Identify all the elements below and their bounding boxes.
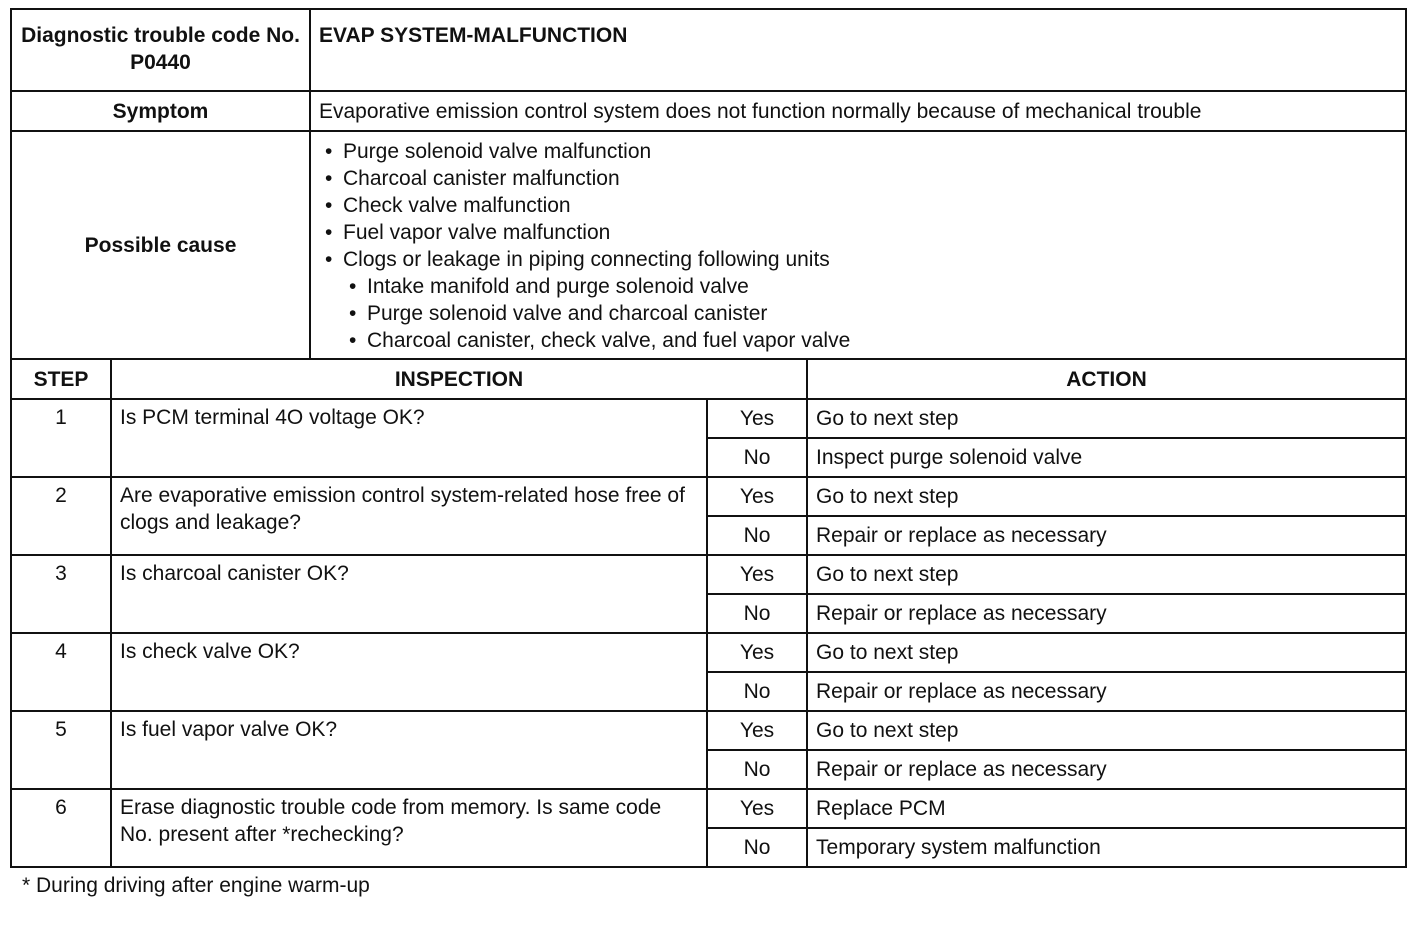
yes-label: Yes — [707, 711, 807, 750]
table-row — [11, 555, 1406, 594]
sub-cause-item: • Intake manifold and purge solenoid valve — [319, 273, 1397, 300]
no-label: No — [707, 672, 807, 711]
action-column-header: ACTION — [807, 359, 1406, 399]
cause-item: • Check valve malfunction — [319, 192, 1397, 219]
header-table — [10, 8, 1407, 360]
no-label: No — [707, 594, 807, 633]
no-action: Repair or replace as necessary — [807, 750, 1406, 789]
inspection-text: Are evaporative emission control system-related hose free of clogs and leakage? — [111, 477, 707, 555]
step-number: 5 — [11, 711, 111, 789]
yes-label: Yes — [707, 789, 807, 828]
no-action: Repair or replace as necessary — [807, 516, 1406, 555]
yes-label: Yes — [707, 477, 807, 516]
cause-item: • Fuel vapor valve malfunction — [319, 219, 1397, 246]
code-label: Diagnostic trouble code No. P0440 — [11, 9, 310, 91]
cause-item: • Charcoal canister malfunction — [319, 165, 1397, 192]
table-row — [11, 633, 1406, 672]
table-row — [11, 711, 1406, 750]
sub-cause-item: • Charcoal canister, check valve, and fuel vapor valve — [319, 327, 1397, 354]
no-action: Temporary system malfunction — [807, 828, 1406, 867]
yes-action: Go to next step — [807, 399, 1406, 438]
inspection-text: Is PCM terminal 4O voltage OK? — [111, 399, 707, 477]
inspection-text: Is charcoal canister OK? — [111, 555, 707, 633]
table-row — [11, 789, 1406, 828]
step-number: 2 — [11, 477, 111, 555]
inspection-text: Is check valve OK? — [111, 633, 707, 711]
sub-cause-list — [319, 273, 1397, 354]
steps-table — [10, 358, 1407, 868]
step-number: 1 — [11, 399, 111, 477]
inspection-text: Is fuel vapor valve OK? — [111, 711, 707, 789]
cause-item: • Clogs or leakage in piping connecting following units — [319, 246, 1397, 273]
step-number: 4 — [11, 633, 111, 711]
yes-label: Yes — [707, 555, 807, 594]
yes-action: Go to next step — [807, 555, 1406, 594]
footnote: * During driving after engine warm-up — [22, 874, 370, 897]
no-label: No — [707, 516, 807, 555]
no-action: Inspect purge solenoid valve — [807, 438, 1406, 477]
yes-label: Yes — [707, 399, 807, 438]
yes-action: Go to next step — [807, 711, 1406, 750]
symptom-text: Evaporative emission control system does not function normally because of mechanical trouble — [310, 91, 1406, 131]
yes-action: Replace PCM — [807, 789, 1406, 828]
no-label: No — [707, 750, 807, 789]
symptom-label: Symptom — [11, 91, 310, 131]
inspection-text: Erase diagnostic trouble code from memory. Is same code No. present after *rechecking? — [111, 789, 707, 867]
sub-cause-item: • Purge solenoid valve and charcoal canister — [319, 300, 1397, 327]
no-label: No — [707, 438, 807, 477]
cause-list-cell — [310, 131, 1406, 359]
step-number: 6 — [11, 789, 111, 867]
cause-label: Possible cause — [11, 131, 310, 359]
no-action: Repair or replace as necessary — [807, 594, 1406, 633]
yes-label: Yes — [707, 633, 807, 672]
no-label: No — [707, 828, 807, 867]
yes-action: Go to next step — [807, 633, 1406, 672]
diagnostic-sheet — [10, 8, 1405, 898]
table-row — [11, 477, 1406, 516]
yes-action: Go to next step — [807, 477, 1406, 516]
step-column-header: STEP — [11, 359, 111, 399]
table-row — [11, 399, 1406, 438]
no-action: Repair or replace as necessary — [807, 672, 1406, 711]
cause-list — [319, 138, 1397, 273]
code-title: EVAP SYSTEM-MALFUNCTION — [310, 9, 1406, 91]
step-number: 3 — [11, 555, 111, 633]
cause-item: • Purge solenoid valve malfunction — [319, 138, 1397, 165]
inspection-column-header: INSPECTION — [111, 359, 807, 399]
